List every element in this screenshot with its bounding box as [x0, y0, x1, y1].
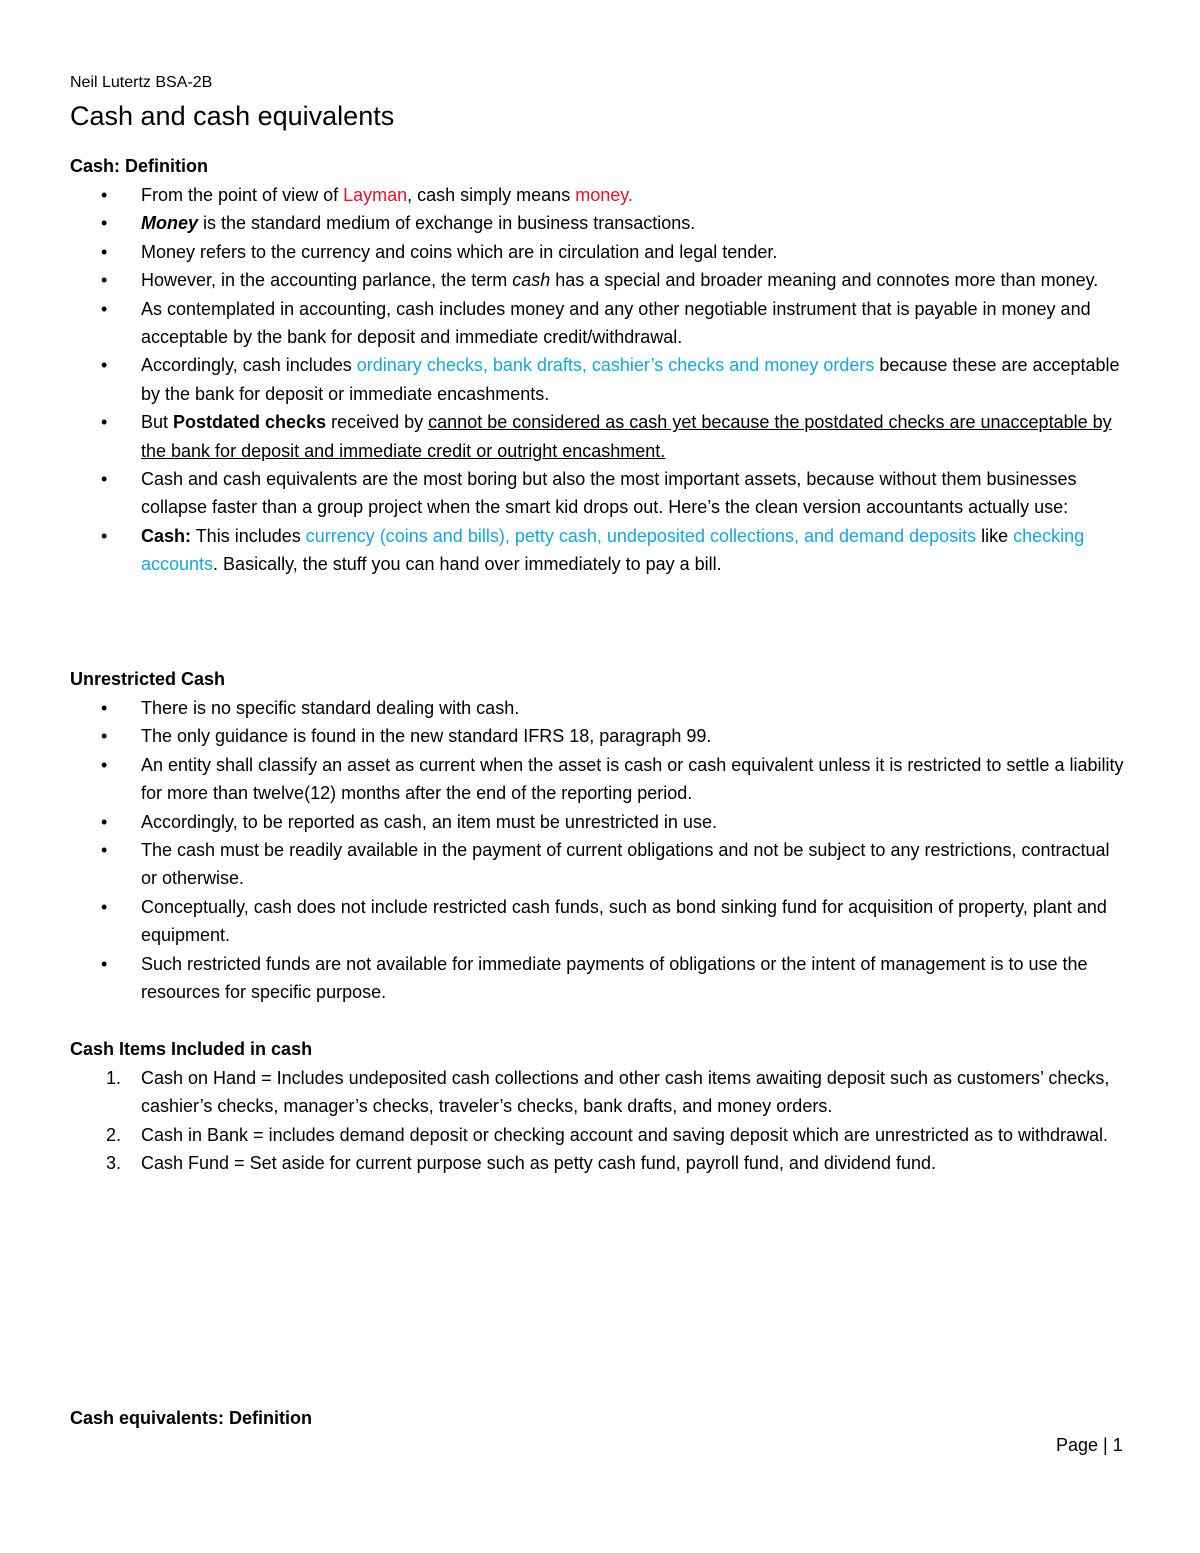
- list-item: 2. Cash in Bank = includes demand deposit or checking account and saving deposit which are unrestricted as to withdrawal.: [106, 1124, 1109, 1145]
- list-item: • Accordingly, cash includes ordinary checks, bank drafts, cashier’s checks and money orders because these are acceptable by the bank for deposit or immediate encashments.: [0, 351, 1130, 408]
- highlight-blue: currency (coins and bills), petty cash, undeposited collections, and demand deposits: [305, 525, 977, 546]
- cash-definition-list: [0, 181, 1130, 579]
- bullet-icon: •: [101, 840, 108, 861]
- bullet-icon: •: [101, 298, 108, 319]
- bullet-icon: •: [101, 355, 108, 376]
- list-item: • Accordingly, to be reported as cash, an item must be unrestricted in use.: [0, 808, 1130, 836]
- heading-cash-definition: Cash: Definition: [70, 156, 208, 176]
- bullet-icon: •: [101, 469, 108, 490]
- list-item: • From the point of view of Layman, cash simply means money.: [0, 181, 1130, 209]
- list-item: • However, in the accounting parlance, the term cash has a special and broader meaning and connotes more than money.: [0, 266, 1130, 294]
- emphasis-term: cash: [512, 270, 551, 291]
- bullet-icon: •: [101, 412, 108, 433]
- author-line: Neil Lutertz BSA-2B: [70, 74, 213, 91]
- list-item: • Cash: This includes currency (coins and bills), petty cash, undeposited collections, and demand deposits like checking accounts. Basically, the stuff you can hand over immediately to pay a bill.: [0, 522, 1130, 579]
- underlined-text: cannot be considered as cash yet because the postdated checks are unacceptable by the bank for deposit and immediate credit or outright encashment.: [141, 412, 1112, 461]
- emphasis-term: Cash:: [141, 525, 192, 546]
- bullet-icon: •: [101, 213, 108, 234]
- list-item: • As contemplated in accounting, cash includes money and any other negotiable instrument that is payable in money and acceptable by the bank for deposit and immediate credit/withdrawal.: [0, 295, 1130, 352]
- list-item: • The cash must be readily available in the payment of current obligations and not be subject to any restrictions, contractual or otherwise.: [0, 836, 1130, 893]
- bullet-icon: •: [101, 525, 108, 546]
- bullet-icon: •: [101, 270, 108, 291]
- list-item: 1. Cash on Hand = Includes undeposited cash collections and other cash items awaiting deposit such as customers’ checks, cashier’s checks, manager’s checks, traveler’s checks, bank drafts, and money orders.: [106, 1068, 1110, 1117]
- highlight-red: Layman: [343, 185, 408, 205]
- page-number: Page | 1: [1056, 1435, 1123, 1455]
- list-item: • Cash and cash equivalents are the most boring but also the most important assets, because without them businesses collapse faster than a group project when the smart kid drops out. Here’s the clean version accountants actually use:: [0, 465, 1130, 522]
- list-item: • Money is the standard medium of exchange in business transactions.: [0, 209, 1130, 237]
- bullet-icon: •: [101, 754, 108, 775]
- emphasis-term: Money: [141, 213, 199, 234]
- bullet-icon: •: [101, 811, 108, 832]
- list-item: • An entity shall classify an asset as current when the asset is cash or cash equivalent unless it is restricted to settle a liability for more than twelve(12) months after the end of the reporting period.: [0, 751, 1130, 808]
- list-item: • But Postdated checks received by cannot be considered as cash yet because the postdated checks are unacceptable by the bank for deposit and immediate credit or outright encashment.: [0, 408, 1130, 465]
- bullet-icon: •: [101, 241, 108, 262]
- bullet-icon: •: [101, 698, 108, 718]
- document-title: Cash and cash equivalents: [70, 101, 395, 131]
- unrestricted-cash-list: [0, 694, 1130, 1006]
- list-item: • Such restricted funds are not available for immediate payments of obligations or the intent of management is to use the resources for specific purpose.: [0, 950, 1130, 1007]
- list-item: • Money refers to the currency and coins which are in circulation and legal tender.: [0, 238, 1130, 266]
- list-item: • The only guidance is found in the new standard IFRS 18, paragraph 99.: [0, 722, 1130, 750]
- bullet-icon: •: [101, 726, 108, 747]
- bullet-icon: •: [101, 896, 108, 917]
- highlight-blue: checking accounts: [141, 525, 1085, 575]
- list-item: 3. Cash Fund = Set aside for current purpose such as petty cash fund, payroll fund, and dividend fund.: [106, 1153, 936, 1174]
- bullet-icon: •: [101, 185, 108, 205]
- heading-cash-items: Cash Items Included in cash: [70, 1039, 313, 1059]
- highlight-blue: ordinary checks, bank drafts, cashier’s checks and money orders: [356, 355, 875, 376]
- emphasis-term: Postdated checks: [173, 412, 327, 433]
- heading-unrestricted-cash: Unrestricted Cash: [70, 669, 226, 689]
- bullet-icon: •: [101, 953, 108, 974]
- list-item: • Conceptually, cash does not include restricted cash funds, such as bond sinking fund for acquisition of property, plant and equipment.: [0, 893, 1130, 950]
- heading-cash-equivalents: Cash equivalents: Definition: [70, 1408, 313, 1428]
- cash-items-list: [0, 1064, 1130, 1178]
- highlight-red: money.: [575, 185, 633, 205]
- list-item: • There is no specific standard dealing with cash.: [0, 694, 1130, 722]
